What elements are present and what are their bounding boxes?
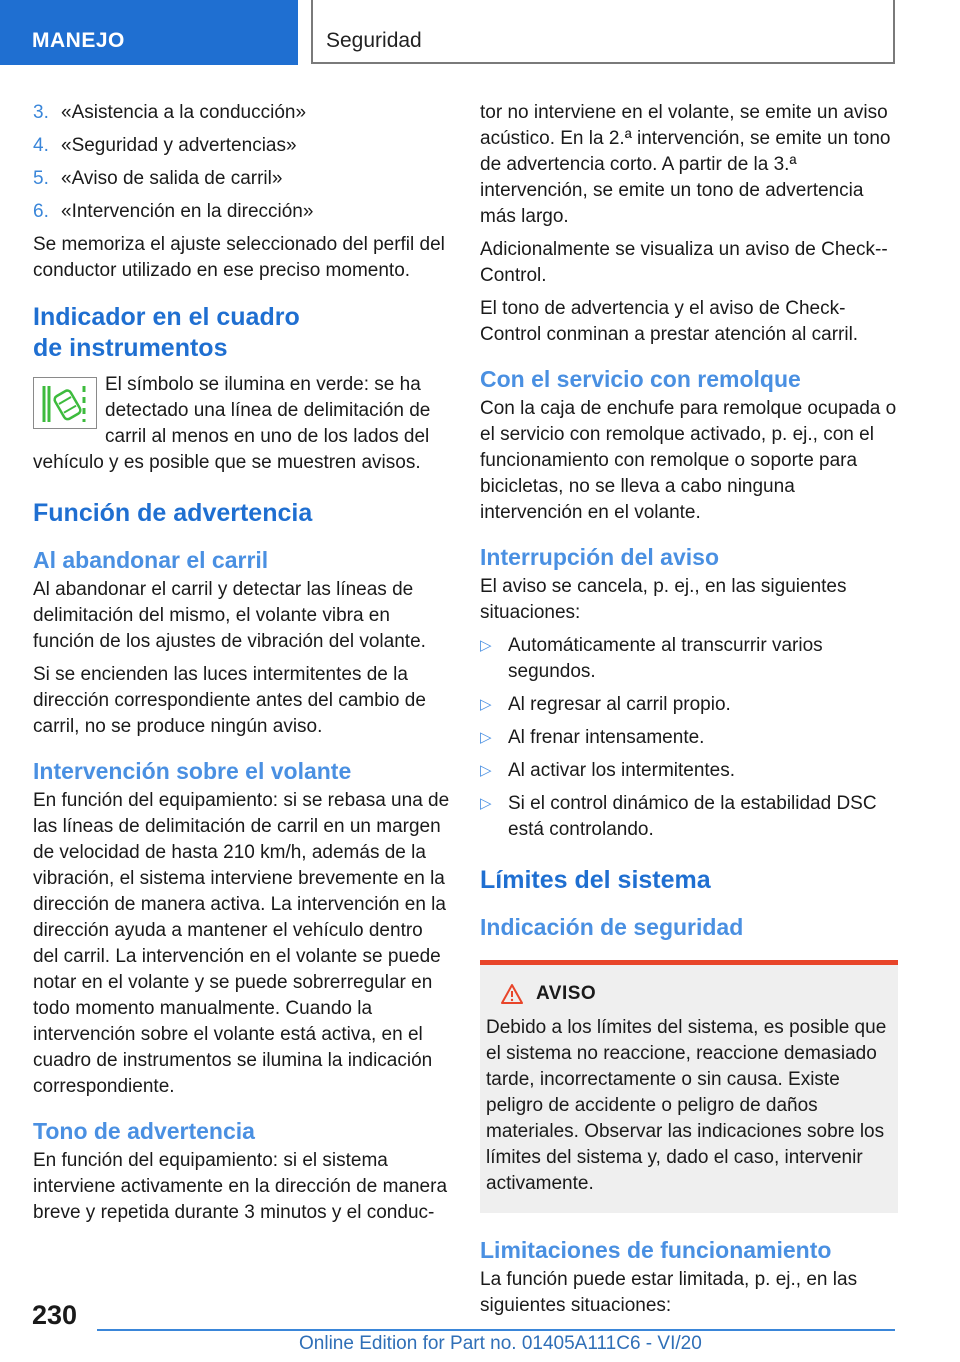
- list-item: [33, 166, 451, 192]
- paragraph-tono: En función del equipamiento: si el sistema interviene activamente en la dirección de manera breve y repetida durante 3 minutos y el conduc-: [33, 1150, 448, 1223]
- list-item: [480, 758, 898, 784]
- heading-intervencion: Intervención sobre el volante: [33, 758, 352, 784]
- list-item: [33, 199, 451, 225]
- paragraph-intermitentes: Si se encienden las luces intermitentes de la dirección correspondiente antes del cambio de carril, no se produce ningún aviso.: [33, 664, 426, 737]
- triangle-bullet-icon: ▷: [480, 795, 492, 812]
- paragraph-checkcontrol: Adicionalmente se visualiza un aviso de Check--Control.: [480, 239, 888, 286]
- heading-indicador: [33, 302, 451, 364]
- paragraph-intervencion: En función del equipamiento: si se rebasa una de las líneas de delimitación de carril en un margen de velocidad de hasta 210 km/h, además de la vibración, el sistema interviene brevemente en la dirección de manera activa. La intervención en la dirección ayuda a mantener el vehículo dentro del carril. La intervención en el volante se puede notar en el volante y se puede sobrerregular en todo momento manualmente. Cuando la intervención sobre el volante está activa, en el cuadro de instrumentos se ilumina la indicación correspondiente.: [33, 790, 450, 1097]
- bullet-text: Si el control dinámico de la estabilidad DSC está controlando.: [508, 793, 877, 840]
- paragraph-abandonar: Al abandonar el carril y detectar las líneas de delimitación del mismo, el volante vibra en función de los ajustes de vibración del volante.: [33, 579, 426, 652]
- paragraph-remolque: Con la caja de enchufe para remolque ocupada o el servicio con remolque activado, p. ej., con el funcionamiento con remolque o soporte para bicicletas, no se lleva a cabo ninguna intervención en el volante.: [480, 398, 897, 523]
- paragraph-simbolo: El símbolo se ilumina en verde: se ha detectado una línea de delimitación de carril al menos en uno de los lados del vehículo y es posible que se muestren avisos.: [33, 374, 431, 473]
- bullet-text: Al frenar intensamente.: [508, 727, 705, 748]
- list-text: «Seguridad y advertencias»: [61, 135, 297, 156]
- footer-divider: [97, 1329, 895, 1331]
- footer-edition: Online Edition for Part no. 01405A111C6 - VI/20: [299, 1333, 702, 1354]
- triangle-bullet-icon: ▷: [480, 729, 492, 746]
- paragraph-interrupcion: El aviso se cancela, p. ej., en las siguientes situaciones:: [480, 576, 847, 623]
- bullet-text: Automáticamente al transcurrir varios segundos.: [508, 635, 823, 682]
- heading-indicacion: Indicación de seguridad: [480, 914, 744, 940]
- bullet-list: [480, 633, 898, 843]
- list-text: «Aviso de salida de carril»: [61, 168, 283, 189]
- bullet-text: Al regresar al carril propio.: [508, 694, 731, 715]
- right-column: [480, 100, 898, 1326]
- warning-title: AVISO: [536, 983, 597, 1004]
- header-section-tab: MANEJO: [0, 0, 298, 65]
- paragraph-tono-cont: tor no interviene en el volante, se emite un aviso acústico. En la 2.ª intervención, se emite un tono de advertencia corto. A partir de la 3.ª intervención, se emite un tono de advertencia más largo.: [480, 102, 891, 227]
- list-item: [480, 633, 898, 685]
- heading-interrupcion: Interrupción del aviso: [480, 544, 719, 570]
- heading-funcion: Función de advertencia: [33, 499, 313, 527]
- heading-tono: Tono de advertencia: [33, 1118, 255, 1144]
- heading-remolque: Con el servicio con remolque: [480, 366, 801, 392]
- warning-header: [486, 981, 888, 1007]
- heading-limites: Límites del sistema: [480, 866, 711, 894]
- left-column: [33, 100, 451, 1233]
- list-number: 5.: [33, 168, 49, 189]
- bullet-text: Al activar los intermitentes.: [508, 760, 736, 781]
- paragraph-conminan: El tono de advertencia y el aviso de Check-Control conminan a prestar atención al carril.: [480, 298, 859, 345]
- heading-indicador-line2: de instrumentos: [33, 334, 228, 362]
- heading-limitaciones: Limitaciones de funcionamiento: [480, 1237, 832, 1263]
- list-item: [33, 133, 451, 159]
- warning-text: Debido a los límites del sistema, es posible que el sistema no reaccione, reaccione demasiado tarde, incorrectamente o sin causa. Existe peligro de accidente o peligro de daños materiales. Observar las indicaciones sobre los límites del sistema y, dado el caso, intervenir activamente.: [486, 1017, 887, 1194]
- indicator-description: [33, 372, 451, 476]
- list-item: [480, 692, 898, 718]
- triangle-bullet-icon: ▷: [480, 696, 492, 713]
- list-item: [480, 791, 898, 843]
- warning-triangle-icon: [500, 983, 524, 1005]
- header-title: Seguridad: [311, 0, 895, 64]
- paragraph-memoriza: Se memoriza el ajuste seleccionado del perfil del conductor utilizado en ese preciso momento.: [33, 234, 445, 281]
- triangle-bullet-icon: ▷: [480, 637, 492, 654]
- list-number: 6.: [33, 201, 49, 222]
- warning-box: [480, 960, 898, 1213]
- list-number: 3.: [33, 102, 49, 123]
- list-item: [480, 725, 898, 751]
- page-number: 230: [32, 1300, 78, 1330]
- lane-departure-icon: [33, 377, 97, 429]
- list-text: «Intervención en la dirección»: [61, 201, 314, 222]
- triangle-bullet-icon: ▷: [480, 762, 492, 779]
- paragraph-limitaciones: La función puede estar limitada, p. ej., en las siguientes situaciones:: [480, 1269, 858, 1316]
- heading-abandonar: Al abandonar el carril: [33, 547, 269, 573]
- list-number: 4.: [33, 135, 49, 156]
- list-item: [33, 100, 451, 126]
- list-text: «Asistencia a la conducción»: [61, 102, 307, 123]
- numbered-list: [33, 100, 451, 225]
- heading-indicador-line1: Indicador en el cuadro: [33, 303, 300, 331]
